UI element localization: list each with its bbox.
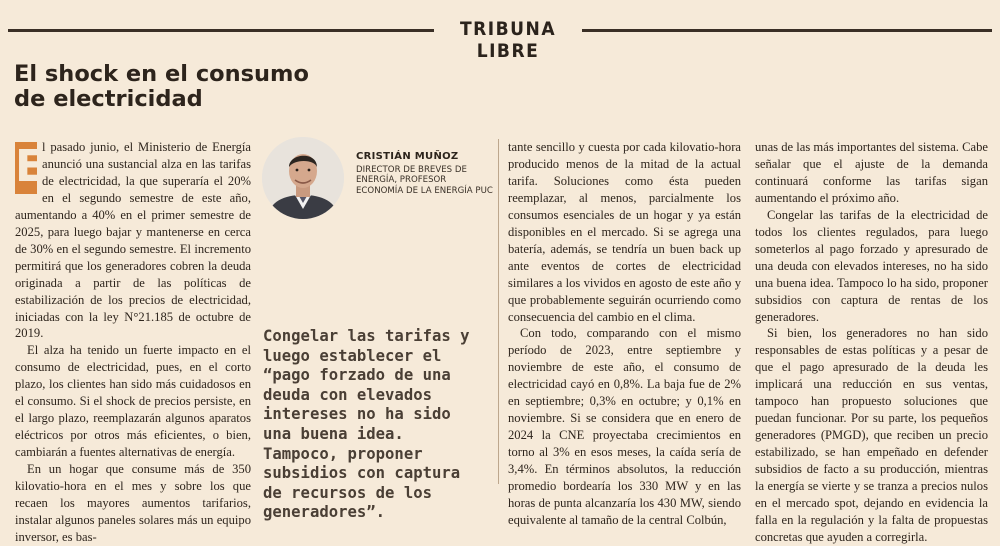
paragraph: Congelar las tarifas de la electricidad de todos los clientes regulados, para luego someterlos al pago forzado y apresurado de una deuda con elevados intereses, no ha sido una buena idea. Tampoco lo ha sido, proponer subsidios con captura de rentas de los generadores. bbox=[755, 207, 988, 324]
author-role: DIRECTOR DE BREVES DE ENERGÍA, PROFESOR ECONOMÍA DE LA ENERGÍA PUC bbox=[356, 165, 493, 196]
article-column-4 bbox=[755, 139, 988, 546]
author-name: CRISTIÁN MUÑOZ bbox=[356, 151, 459, 162]
headline-line-2: de electricidad bbox=[14, 86, 203, 112]
author-portrait-illustration bbox=[262, 137, 344, 219]
section-rule-right bbox=[582, 29, 992, 32]
headline-line-1: El shock en el consumo bbox=[14, 61, 309, 87]
paragraph: En un hogar que consume más de 350 kilovatio-hora en el mes y sobre los que recaen los mayores aumentos tarifarios, instalar algunos paneles solares más un equipo inversor, es bas- bbox=[15, 462, 251, 544]
paragraph: Si bien, los generadores no han sido responsables de estas políticas y a pesar de que el pago apresurado de la deuda les implicará una reducción en sus ventas, tampoco han propuesto soluciones que puedan funcionar. Por su parte, los pequeños generadores (PMGD), que reciben un precio estabilizado, se han empeñado en defender subsidios de facto a su producción, mientras la energía se vierte y se tranza a precios nulos en el mercado spot, dejando en evidencia la falla en la regulación y la falta de propuestas concretas que ayuden a corregirla. bbox=[755, 326, 988, 544]
article-headline bbox=[14, 62, 474, 112]
section-label: TRIBUNA LIBRE bbox=[459, 18, 557, 62]
paragraph: El alza ha tenido un fuerte impacto en el consumo de electricidad, pues, en el corto plazo, los clientes han sido más cuidadosos en el consumo. Si el shock de precios persiste, en el largo plazo, reemplazarán algunos aparatos eléctricos por otros más eficientes, o bien, cambiarán a fuentes alternativas de energía. bbox=[15, 343, 251, 460]
pull-quote: Congelar las tarifas y luego establecer el “pago forzado de una deuda con elevados intereses no ha sido una buena idea. Tampoco, proponer subsidios con captura de recursos de los generadores”. bbox=[263, 327, 470, 522]
article-column-3 bbox=[508, 139, 741, 529]
paragraph: Con todo, comparando con el mismo período de 2023, entre septiembre y noviembre de este año, el consumo de electricidad cayó en 0,8%. La baja fue de 2% en septiembre; 0,3% en octubre; y 0,1% en noviembre. Si se considera que en enero de 2024 la CNE proyectaba crecimientos en torno al 3% en esos meses, la caída sería de 3,4%. En términos absolutos, la reducción promedio bordearía los 330 MW y en las horas de punta alcanzaría los 430 MW, siendo equivalente al tamaño de la central Colbún, bbox=[508, 326, 741, 527]
paragraph: unas de las más importantes del sistema. Cabe señalar que el ajuste de la demanda continuará conforme las tarifas sigan aumentando el próximo año. bbox=[755, 140, 988, 205]
column-divider bbox=[498, 139, 499, 484]
section-header bbox=[0, 18, 1000, 62]
author-portrait bbox=[262, 137, 344, 219]
article-column-1 bbox=[15, 139, 251, 546]
paragraph bbox=[15, 139, 251, 342]
section-rule-left bbox=[8, 29, 434, 32]
paragraph: tante sencillo y cuesta por cada kilovatio-hora producido menos de la mitad de la actual tarifa. Soluciones como ésta pueden reemplazar, al menos, parcialmente los consumos esenciales de un hogar y ya están disponibles en el mercado. Si se agrega una batería, además, se tendría un buen back up ante eventos de cortes de electricidad similares a los vividos en agosto de este año y que probablemente seguirán ocurriendo como consecuencia del cambio en el clima. bbox=[508, 140, 741, 324]
paragraph-text: l pasado junio, el Ministerio de Energía anunció una sustancial alza en las tarifas de electricidad, la que superaría el 20% en el segundo semestre de este año, aumentando a 40% en el primer semestre de 2025, para luego bajar y mantenerse en cerca de 30% en el segundo semestre. El incremento permitirá que los generadores cobren la deuda originada a partir de las políticas de estabilización de los precios de electricidad, iniciadas con la ley N°21.185 de octubre de 2019. bbox=[15, 140, 251, 341]
drop-cap: E bbox=[15, 141, 46, 192]
